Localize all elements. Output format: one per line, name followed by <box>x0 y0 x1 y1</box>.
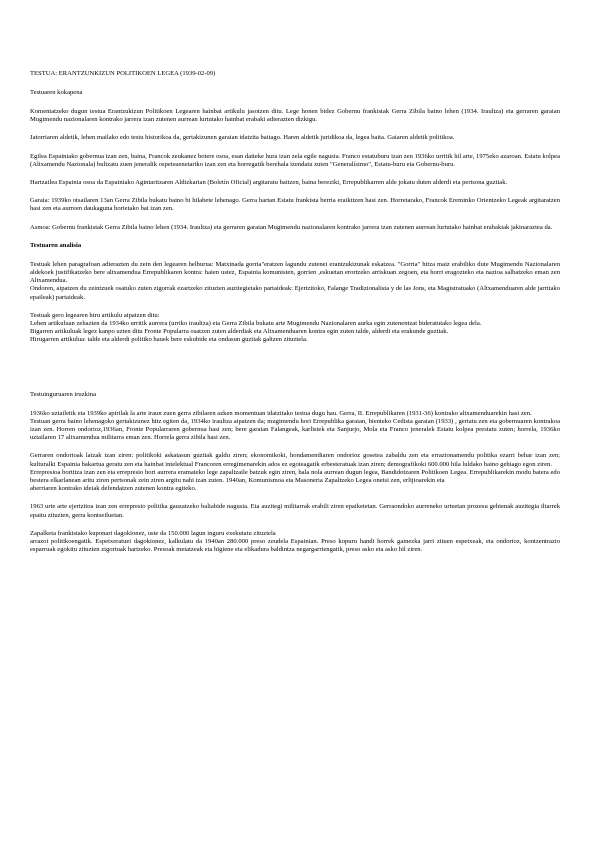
paragraph: 1963 urte arte ejertzitoa izan zen errepresio politika gauzatzeko baliabide nagusia. Eta auzitegi militarrak erabili ziren epaiketetan. Gerraondoko aurreneko urteetan prozesu gehienak auzitegia iltarrek epaitu zituzten, gerra kontseiluetan. <box>30 503 560 519</box>
paragraph: Testuan gerra baino lehenagoko gertakizunez hitz egiten da, 1934ko iraultza aipatzen da; mugimendu hori Errepublika garaian, bienteko Cedista garaian (1933) , gertatu zen eta gobernuaren kontrakoa izan zen. Horren ondorioz,1936an, Fronte Popularraren gobernua hasi zen; bere garaian Falangeak, karlistek eta Sanjurjo, Mola eta Franco jeneralek Estatu kolpea prestatu zuten; horrela, 1936ko uztailaren 17 altxamendua militarra eman zen. Horrela gerra zibila hasi zen. <box>30 417 560 442</box>
paragraph: Zapalketa frankistako kuponari dagokionez, uste da 150.000 lagun inguru exekutatu zituztela <box>30 529 276 537</box>
paragraph: Hartzailea Espainia osoa da Espainiako Agintaritzaren Aldizkarian (Boletín Oficial) argitaratu baitzen, baina bereziki, Errepublikarren alde jokatu duten alderdi eta pertsona guztiak. <box>30 179 508 187</box>
document-title: TESTUA: ERANTZUNKIZUN POLITIKOEN LEGEA (1939-02-09) <box>30 70 216 77</box>
paragraph: Ondoren, aipatzen du zeintzuek osatuko zuten zigorrak ezartzeko zituzten auzitegietako partaideak: Ejertzitoko, Falange Tradizionalista y de las Jons, eta Magistratuako (Altxamenduaren alde jarritako epaileak) partaideak. <box>30 285 560 301</box>
paragraph: arrazoi politikoengatik. Espetxeratuei dagokionez, kalkulatu da 1940an 280.000 preso zeudela Espainian. Preso kopuru handi horrek gainezka jarri zituen espetxeak, eta ondorioz, kontzentrazio esparruak egokitu zituzten zigortuak hartzeko. Presoak metatzeak eta higiene eta elikadura baldintza negargarriengatik, preso asko eta asko hil ziren. <box>30 538 560 554</box>
paragraph: Garaia: 1939ko otsailaren 13an Gerra Zibila bukatu baino bi hilabete lehenago. Gerra hartan Estatu frankista berria eraikitzen hasi zen. Horretarako, Francok Ereminko Orientzeko Legeak argitaratzen hasi zen eta aurreen daukagunа horietako bat izan zen. <box>30 197 560 213</box>
paragraph: Lehen artikuluan zehazten da 1934ko urritik aurrera (urriko iraultza) eta Gerra Zibila bukatu arte Mugimendu Nazionalaren aurka egin zutenentzat bideratutako legea dela. <box>30 320 482 328</box>
section-heading-iruzkina: Testuinguruaren iruzkina <box>30 390 97 398</box>
paragraph: Egilea Espainiako gobernua izan zen, baina, Francok zeukanez botere osoa, esan daiteke hura izan zela egile nagusia. Franco estatuburu izan zen 1936ko urritik hil arte, 1975eko azaroan. Estatu kolpea (Altxamendu Nazionala) bultzatu zuen jeneralik ospetsuenetariko izan zen eta horregatik berehala izendatu zuten "Generalísimo", Estatu-buru eta Gobernu-buru. <box>30 152 560 168</box>
section-heading-kokapena: Testuaren kokapena <box>30 89 83 96</box>
paragraph: aberriaren kontrako ideiak defendatzen zutenen kontra egiteko. <box>30 485 197 493</box>
paragraph: Bigarren artikuluak legez kanpo uzten ditu Fronte Popularra osatzen zuten alderdiak eta Altxamenduaren kontra egin zuten talde, alderdi eta erakunde guztiak. <box>30 328 449 336</box>
paragraph: Testuak gero legearen hiru artikulu aipatzen ditu: <box>30 311 160 319</box>
paragraph: Gerraren ondorioak latzak izan ziren: politikoki askatasun guztiak galdu ziren; ekonomikoki, hondamendiaren ondorioz gosetea zabaldu zen eta errazionamendu politika ezarri behar izan zen; kulturalki Espainia bakartua geratu zen eta hainbat intelektual Francoren erregimenarekin ados ez egoteagatik erbesteratuak izan ziren; demografikoki 600.000 hila luldako baino gehiago egon ziren. <box>30 452 560 468</box>
paragraph: Testuak lehen paragrafoan adierazten du zein den legearen helburua: Matxinada gorria"eratzen lagundu zutenei erantzukizunak eskatzea. "Gorria" hitza maiz erabiliko dute Mugimendu Nazionalaren aldekoek justifikatzeko bere altxamendua Errepublikaren kontra: haien ustez, Espainia komunisten, gorrien ,eskuetan erortzeko arriskuan zegoen, eta horri eragozteko eta naziоa salbatzeko eman zen Altxamendua. <box>30 260 560 285</box>
paragraph: 1936ko uztailetik eta 1939ko apirilak la arte iraun zuen gerra zibilaren azken momentuan idatzitako testua dugu hau. Gerra, II. Errepublikaren (1931-36) kontrako altxamenduarekin hasi zen. <box>30 409 532 417</box>
paragraph: Komentatzeko dugun testua Erantzukizun Politikoen Legearen hainbat artikulu jasotzen ditu. Lege honen bidez Gobernu frankistak Gerra Zibila baino lehen (1934. Iraultza) eta gerraren garaian Mugimendu nazionalaren kontrako jarrera izan zutenen aurrean lurtutako hainbat erabaki adierazten dizkigu. <box>30 108 560 124</box>
paragraph: Asmoa: Gobernu frankistak Gerra Zibila baino lehen (1934. Iraultza) eta gerraren garaian Mugimendu nazionalaren kontrako jarrera izan zutenen aurrean lurtutako hainbat erabakiak jakinaraztea da. <box>30 223 553 231</box>
paragraph: Errepresioa bortitza izan zen eta errepresio hori aurrera eramateko lege zapaltzaile batzuk egin ziren, hala nola aurrean dugun legea, Bandidotzaren Politikoen Legea. Errepublikarekin modu batera edo bestera elkarlanean aritu ziren pertsonak zein ziren argitu nahi izan zuten. 1940an, Komunismoa eta Masoneria Zapaltzeko Legea onetsi zen, erlijioarekin eta <box>30 468 560 485</box>
paragraph: Hirugarren artikulua: talde eta alderdi politiko hauek bere eskubide eta ondasun guztiak galtzen zituztela. <box>30 336 308 344</box>
section-heading-analisia: Testuaren analisia <box>30 241 82 249</box>
paragraph: Jatorriaren aldetik, lehen mailako edo testu historikoa da, gertakizunen garaian idatzita baitago. Haren aldetik juridikoa da, legea baita. Gaiaren aldetik politikoa. <box>30 134 455 142</box>
